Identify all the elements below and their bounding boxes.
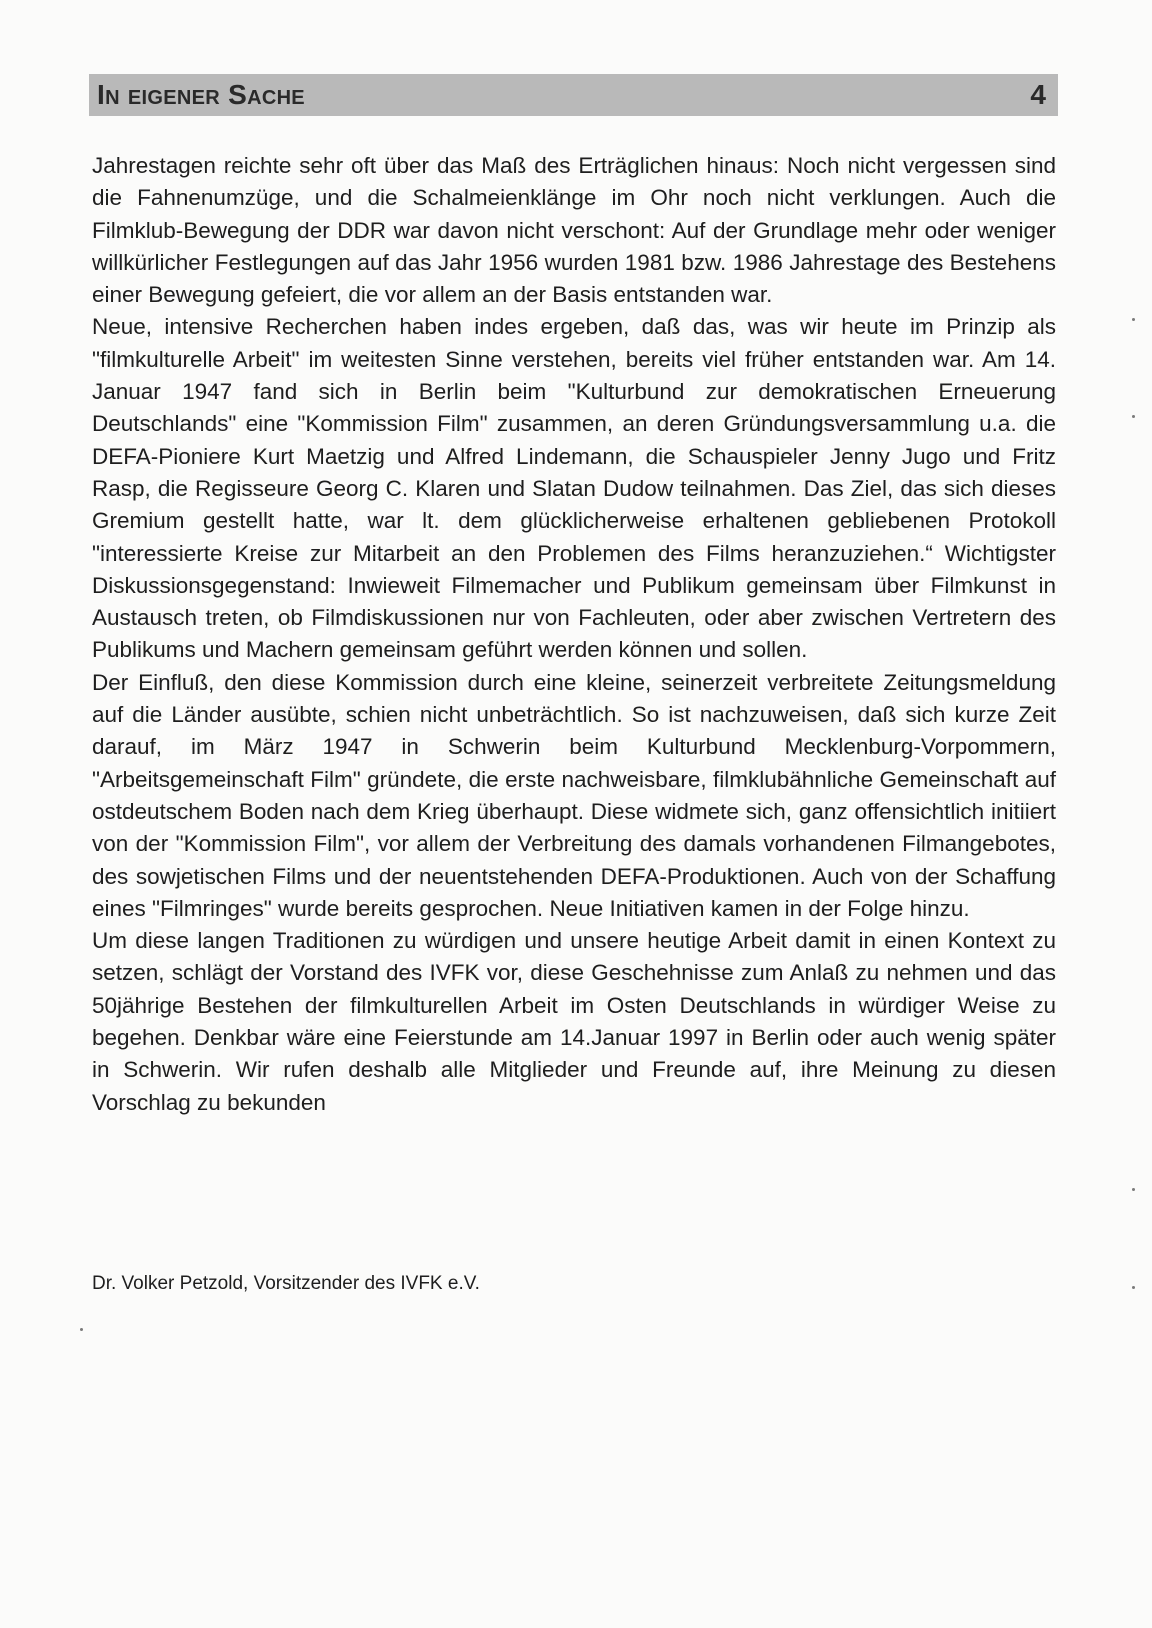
paragraph: Jahrestagen reichte sehr oft über das Maß des Erträglichen hinaus: Noch nicht vergessen sind die Fahnenumzüge, und die Schalmeienklänge im Ohr noch nicht verklungen. Auch die Filmklub-Bewegung der DDR war davon nicht verschont: Auf der Grundlage mehr oder weniger willkürlicher Festlegungen auf das Jahr 1956 wurden 1981 bzw. 1986 Jahrestage des Bestehens einer Bewegung gefeiert, die vor allem an der Basis entstanden war. — [92, 153, 1056, 308]
paragraph: Um diese langen Traditionen zu würdigen und unsere heutige Arbeit damit in einen Kontext zu setzen, schlägt der Vorstand des IVFK vor, diese Geschehnisse zum Anlaß zu nehmen und das 50jährige Bestehen der filmkulturellen Arbeit im Osten Deutschlands in würdiger Weise zu begehen. Denkbar wäre eine Feierstunde am 14.Januar 1997 in Berlin oder auch wenig später in Schwerin. Wir rufen deshalb alle Mitglieder und Freunde auf, ihre Meinung zu diesen Vorschlag zu bekunden — [92, 928, 1056, 1115]
paragraph: Neue, intensive Recherchen haben indes ergeben, daß das, was wir heute im Prinzip als "filmkulturelle Arbeit" im weitesten Sinne verstehen, bereits viel früher entstanden war. Am 14. Januar 1947 fand sich in Berlin beim "Kulturbund zur demokratischen Erneuerung Deutschlands" eine "Kommission Film" zusammen, an deren Gründungsversammlung u.a. die DEFA-Pioniere Kurt Maetzig und Alfred Lindemann, die Schauspieler Jenny Jugo und Fritz Rasp, die Regisseure Georg C. Klaren und Slatan Dudow teilnahmen. Das Ziel, das sich dieses Gremium gestellt hatte, war lt. dem glücklicherweise erhaltenen gebliebenen Protokoll "interessierte Kreise zur Mitarbeit an den Problemen des Films heranzuziehen.“ Wichtigster Diskussionsgegenstand: Inwieweit Filmemacher und Publikum gemeinsam über Filmkunst in Austausch treten, ob Filmdiskussionen nur von Fachleuten, oder aber zwischen Vertretern des Publikums und Machern gemeinsam geführt werden können und sollen. — [92, 314, 1056, 663]
section-header-bar — [89, 74, 1058, 116]
scan-speck — [1132, 318, 1135, 321]
page-number: 4 — [1030, 79, 1046, 110]
author-signature: Dr. Volker Petzold, Vorsitzender des IVFK e.V. — [92, 1273, 480, 1294]
article-body — [92, 150, 1056, 1119]
scan-speck — [1132, 415, 1135, 418]
paragraph: Der Einfluß, den diese Kommission durch eine kleine, seinerzeit verbreitete Zeitungsmeldung auf die Länder ausübte, schien nicht unbeträchtlich. So ist nachzuweisen, daß sich kurze Zeit darauf, im März 1947 in Schwerin beim Kulturbund Mecklenburg-Vorpommern, "Arbeitsgemeinschaft Film" gründete, die erste nachweisbare, filmklubähnliche Gemeinschaft auf ostdeutschem Boden nach dem Krieg überhaupt. Diese widmete sich, ganz offensichtlich initiiert von der "Kommission Film", vor allem der Verbreitung des damals vorhandenen Filmangebotes, des sowjetischen Films und der neuentstehenden DEFA-Produktionen. Auch von der Schaffung eines "Filmringes" wurde bereits gesprochen. Neue Initiativen kamen in der Folge hinzu. — [92, 669, 1056, 921]
scan-speck — [1132, 1188, 1135, 1191]
scan-speck — [1132, 1286, 1135, 1289]
section-title: In eigener Sache — [97, 79, 305, 110]
scan-speck — [80, 1328, 83, 1331]
